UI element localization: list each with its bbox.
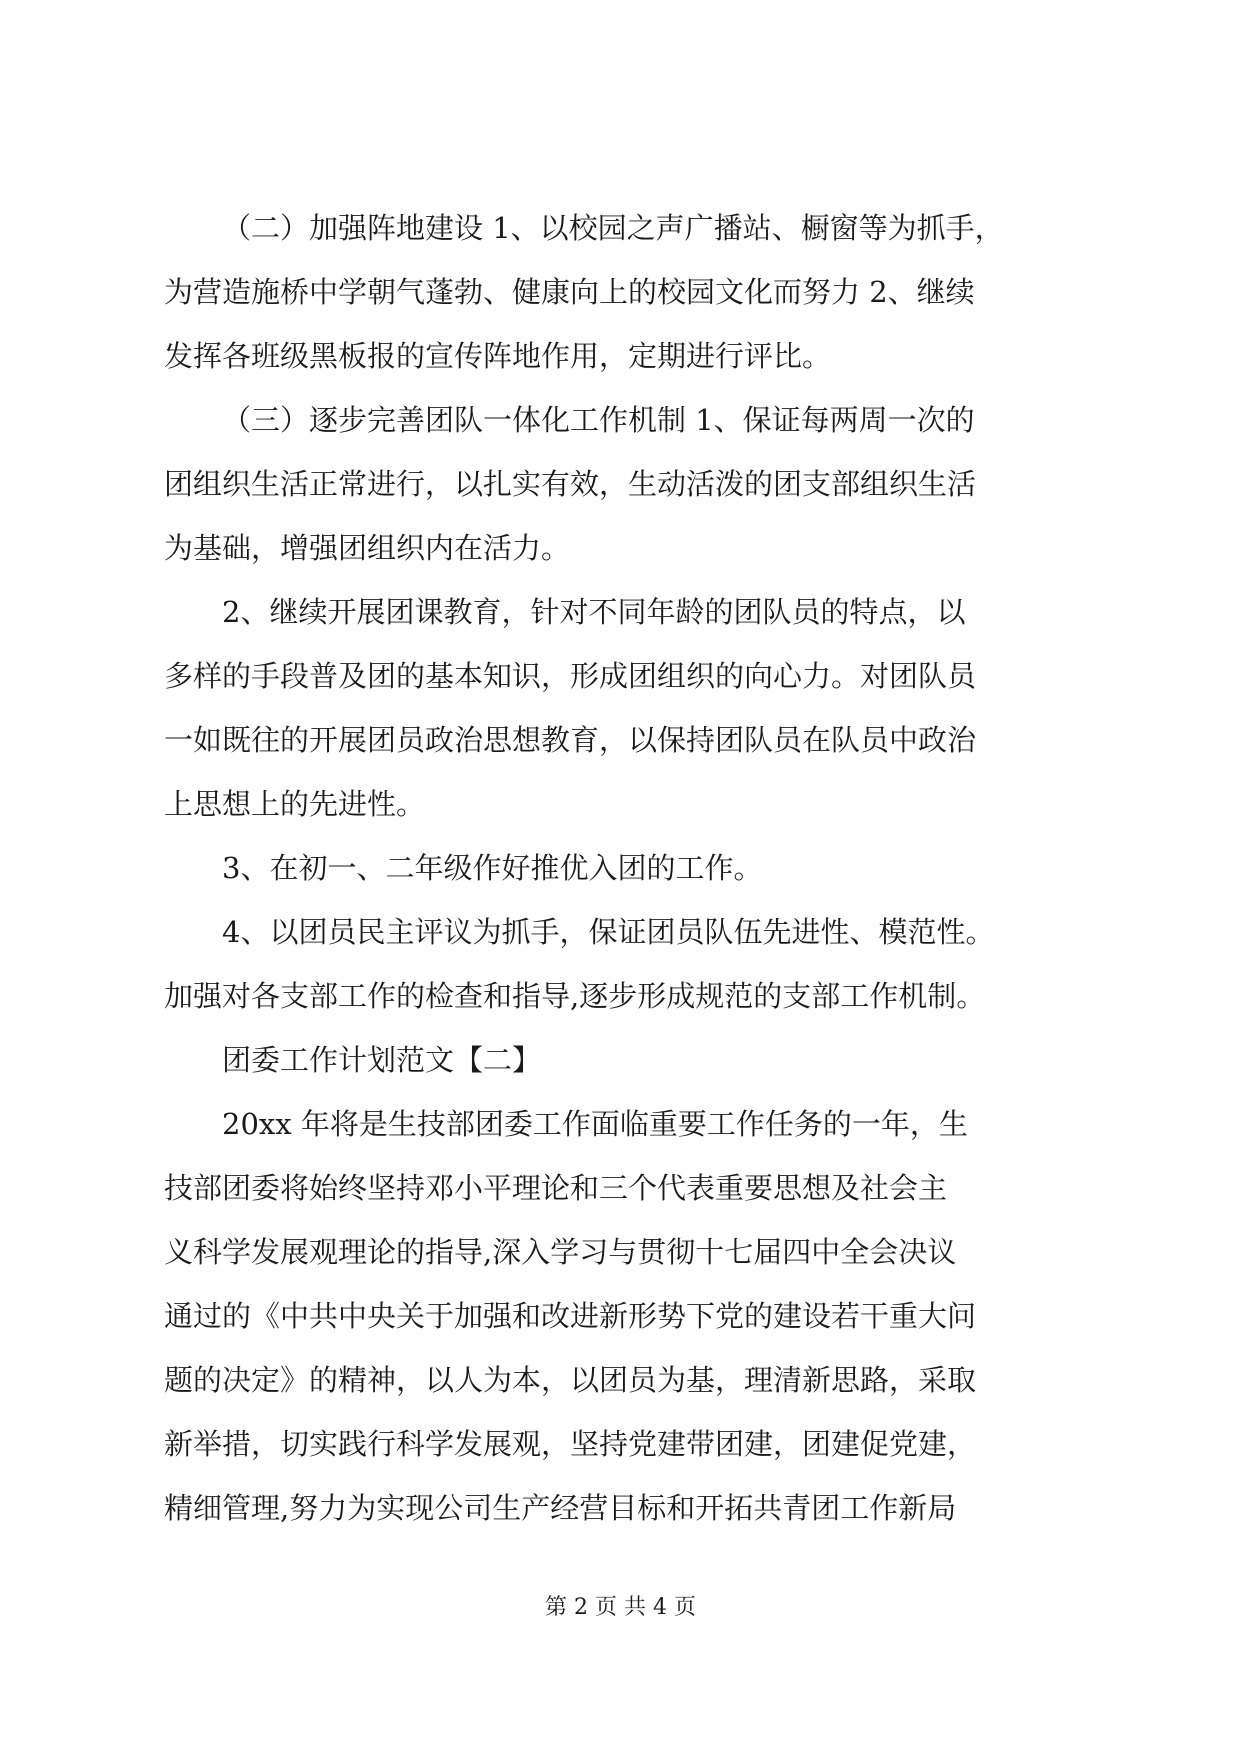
text-line: 团组织生活正常进行，以扎实有效，生动活泼的团支部组织生活 bbox=[164, 467, 977, 501]
text-line: 新举措，切实践行科学发展观，坚持党建带团建，团建促党建， bbox=[164, 1427, 977, 1461]
text-line: 精细管理,努力为实现公司生产经营目标和开拓共青团工作新局 bbox=[164, 1491, 957, 1525]
text-line: 多样的手段普及团的基本知识，形成团组织的向心力。对团队员 bbox=[164, 659, 977, 693]
text-line: 4、以团员民主评议为抓手，保证团员队伍先进性、模范性。 bbox=[222, 915, 995, 949]
text-line: 上思想上的先进性。 bbox=[164, 787, 426, 821]
text-line: 题的决定》的精神，以人为本，以团员为基，理清新思路，采取 bbox=[164, 1363, 977, 1397]
text-line: （三）逐步完善团队一体化工作机制 1、保证每两周一次的 bbox=[222, 403, 975, 437]
text-line: 20xx 年将是生技部团委工作面临重要工作任务的一年，生 bbox=[222, 1107, 968, 1141]
text-line: 为营造施桥中学朝气蓬勃、健康向上的校园文化而努力 2、继续 bbox=[164, 275, 975, 309]
text-line: （二）加强阵地建设 1、以校园之声广播站、橱窗等为抓手， bbox=[222, 211, 1004, 245]
text-line: 为基础，增强团组织内在活力。 bbox=[164, 531, 571, 565]
text-line: 发挥各班级黑板报的宣传阵地作用，定期进行评比。 bbox=[164, 339, 832, 373]
text-line: 一如既往的开展团员政治思想教育，以保持团队员在队员中政治 bbox=[164, 723, 977, 757]
section-heading: 团委工作计划范文【二】 bbox=[222, 1043, 542, 1077]
text-line: 义科学发展观理论的指导,深入学习与贯彻十七届四中全会决议 bbox=[164, 1235, 957, 1269]
text-line: 加强对各支部工作的检查和指导,逐步形成规范的支部工作机制。 bbox=[164, 979, 986, 1013]
text-line: 通过的《中共中央关于加强和改进新形势下党的建设若干重大问 bbox=[164, 1299, 977, 1333]
text-line: 2、继续开展团课教育，针对不同年龄的团队员的特点，以 bbox=[222, 595, 966, 629]
text-line: 技部团委将始终坚持邓小平理论和三个代表重要思想及社会主 bbox=[164, 1171, 948, 1205]
text-line: 3、在初一、二年级作好推优入团的工作。 bbox=[222, 851, 763, 885]
page-number-footer: 第 2 页 共 4 页 bbox=[545, 1595, 696, 1620]
body-text bbox=[164, 196, 1094, 1540]
